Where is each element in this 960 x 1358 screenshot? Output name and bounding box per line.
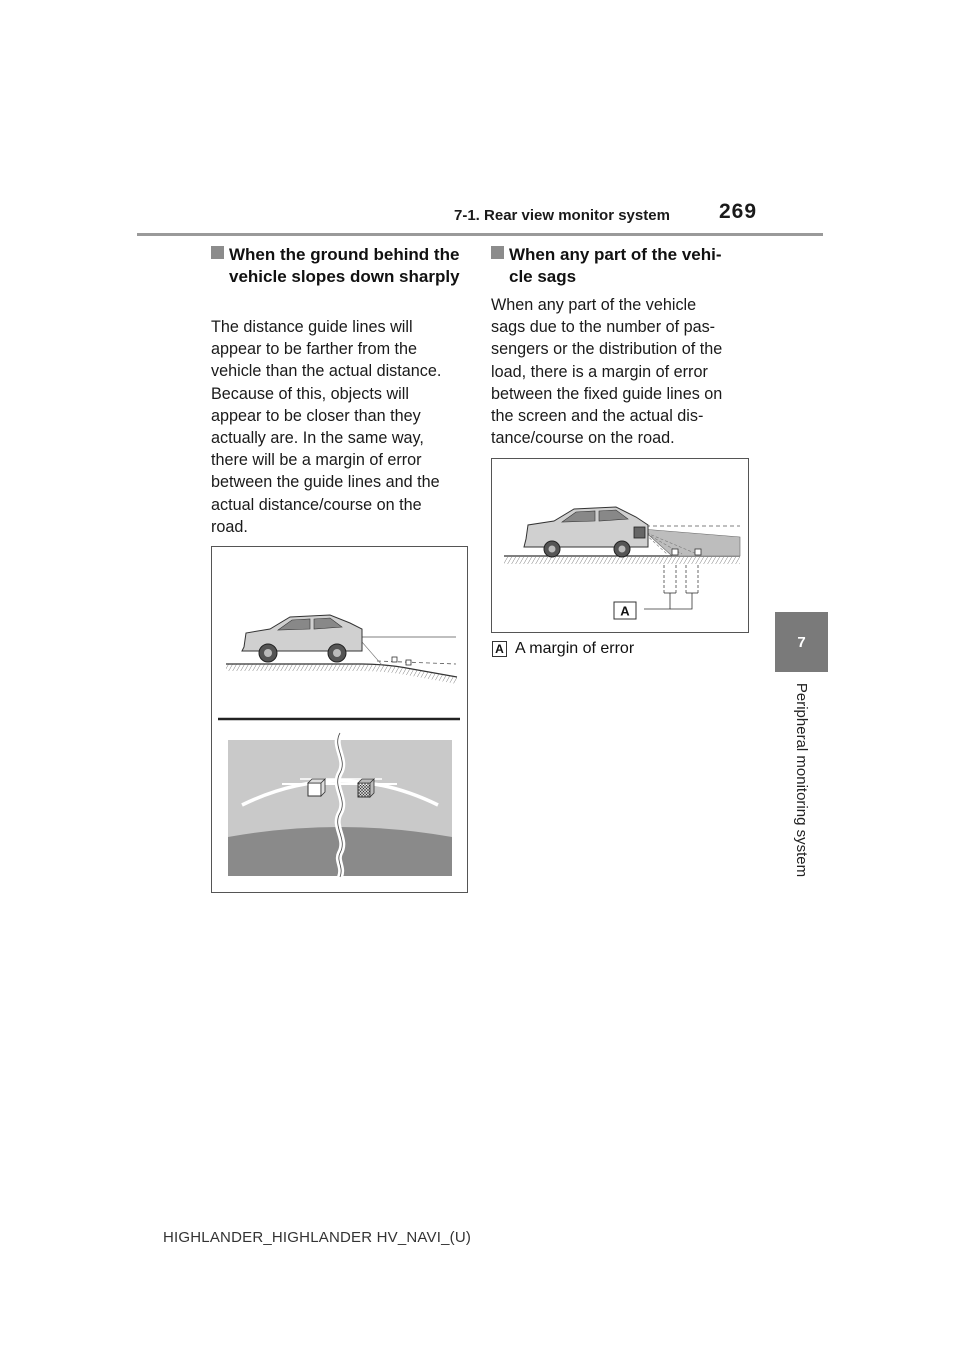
left-heading-text: When the ground behind the vehicle slopes down sharply	[229, 245, 460, 286]
right-heading	[491, 244, 761, 288]
left-body-line: there will be a margin of error	[211, 451, 422, 470]
left-body-line: between the guide lines and the	[211, 473, 440, 492]
bullet-square-icon	[211, 246, 224, 259]
left-body-line: actually are. In the same way,	[211, 429, 424, 448]
chapter-side-label: Peripheral monitoring system	[793, 682, 810, 878]
slope-down-illustration	[212, 547, 467, 892]
right-body-line: tance/course on the road.	[491, 429, 675, 448]
right-body-line: between the fixed guide lines on	[491, 384, 723, 403]
slope-down-figure	[211, 546, 468, 893]
right-heading-line: cle sags	[509, 267, 577, 286]
vehicle-icon	[242, 615, 362, 662]
figure-label-a: A	[620, 603, 630, 619]
callout-text: A margin of error	[515, 640, 635, 657]
chapter-tab[interactable]: 7	[775, 612, 828, 672]
hatched-box-icon	[358, 779, 374, 797]
vehicle-sag-illustration	[492, 459, 748, 632]
header-rule	[137, 233, 823, 236]
vehicle-sag-figure	[491, 458, 749, 633]
right-body-line: the screen and the actual dis-	[491, 407, 704, 426]
footer-model: HIGHLANDER_HIGHLANDER HV_NAVI_(U)	[163, 1229, 472, 1246]
bullet-square-icon	[491, 246, 504, 259]
vehicle-icon	[524, 507, 648, 557]
left-body	[211, 316, 481, 538]
callout-badge: A	[492, 641, 507, 657]
object-box-icon	[308, 779, 325, 796]
page-number: 269	[719, 200, 758, 223]
left-body-line: actual distance/course on the	[211, 495, 422, 514]
right-body	[491, 294, 761, 449]
left-body-line: appear to be closer than they	[211, 406, 421, 425]
right-heading-line: When any part of the vehi-	[509, 245, 722, 264]
right-body-line: sags due to the number of pas-	[491, 318, 716, 337]
left-body-line: road.	[211, 517, 248, 536]
left-body-line: The distance guide lines will	[211, 318, 413, 336]
left-body-line: appear to be farther from the	[211, 340, 418, 359]
section-title: 7-1. Rear view monitor system	[454, 207, 670, 224]
right-body-line: load, there is a margin of error	[491, 362, 708, 381]
left-body-line: Because of this, objects will	[211, 384, 409, 403]
right-body-line: sengers or the distribution of the	[491, 340, 723, 359]
left-heading	[211, 244, 481, 288]
left-body-line: vehicle than the actual distance.	[211, 362, 442, 381]
right-body-line: When any part of the vehicle	[491, 296, 697, 314]
